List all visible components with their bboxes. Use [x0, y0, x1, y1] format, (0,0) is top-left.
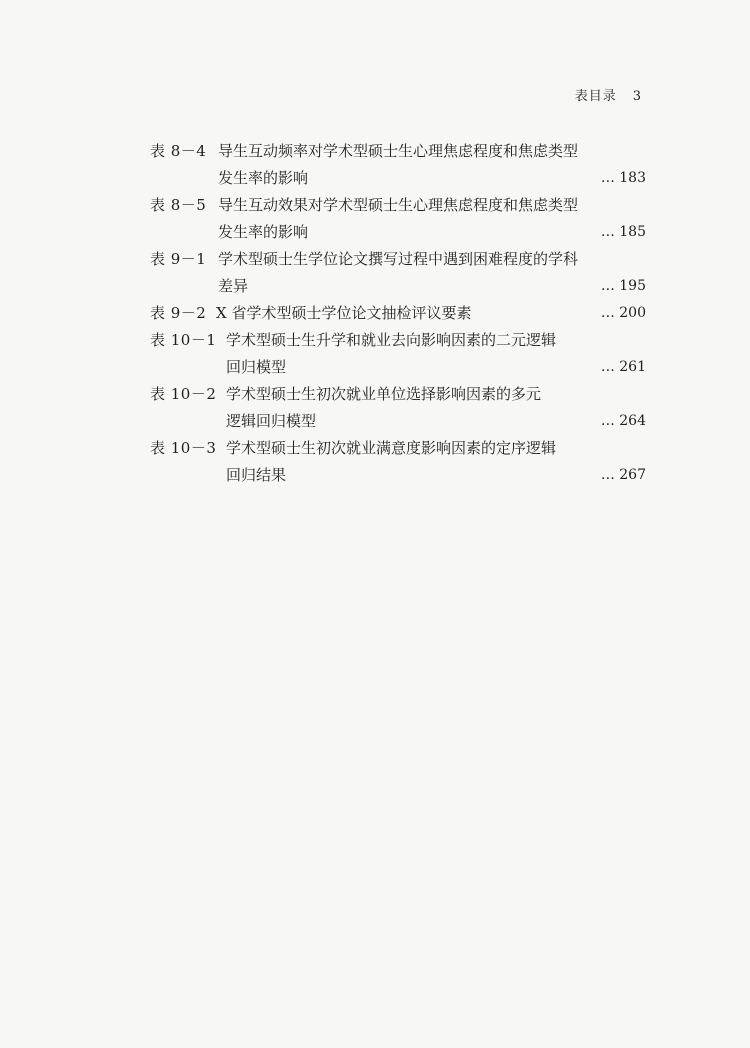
entry-title-line2: 发生率的影响: [218, 223, 309, 241]
entry-label: 表 9－1: [150, 250, 207, 268]
entry-page: … 264: [600, 413, 646, 429]
toc-entry[interactable]: [150, 246, 646, 300]
toc-entry[interactable]: [150, 138, 646, 192]
entry-title-line1: 学术型硕士生学位论文撰写过程中遇到困难程度的学科: [218, 250, 579, 268]
header-page-number: 3: [632, 89, 642, 104]
toc-entry[interactable]: [150, 192, 646, 246]
table-of-contents: [150, 138, 646, 489]
toc-entry[interactable]: [150, 381, 646, 435]
entry-title-line1: 学术型硕士生升学和就业去向影响因素的二元逻辑: [226, 331, 557, 349]
entry-label: 表 10－3: [150, 439, 217, 457]
toc-entry[interactable]: [150, 435, 646, 489]
entry-label: 表 10－2: [150, 385, 217, 403]
entry-label: 表 8－5: [150, 196, 207, 214]
entry-title-line1: X 省学术型硕士学位论文抽检评议要素: [216, 304, 472, 322]
entry-label: 表 8－4: [150, 142, 207, 160]
entry-page: … 261: [600, 359, 646, 375]
entry-label: 表 9－2: [150, 304, 207, 322]
toc-entry[interactable]: [150, 300, 646, 327]
entry-title-line2: 回归结果: [226, 466, 287, 484]
entry-page: … 267: [600, 467, 646, 483]
entry-title-line2: 回归模型: [226, 358, 287, 376]
entry-title-line2: 发生率的影响: [218, 169, 309, 187]
entry-page: … 185: [600, 224, 646, 240]
entry-title-line2: 逻辑回归模型: [226, 412, 317, 430]
entry-page: … 200: [600, 305, 646, 321]
entry-title-line2: 差异: [218, 277, 249, 295]
entry-title-line1: 导生互动频率对学术型硕士生心理焦虑程度和焦虑类型: [218, 142, 579, 160]
entry-title-line1: 导生互动效果对学术型硕士生心理焦虑程度和焦虑类型: [218, 196, 579, 214]
entry-page: … 195: [600, 278, 646, 294]
running-header: [575, 85, 642, 104]
header-title: 表目录: [574, 89, 617, 104]
entry-label: 表 10－1: [150, 331, 217, 349]
entry-title-line1: 学术型硕士生初次就业单位选择影响因素的多元: [226, 385, 542, 403]
entry-page: … 183: [600, 170, 646, 186]
entry-title-line1: 学术型硕士生初次就业满意度影响因素的定序逻辑: [226, 439, 557, 457]
toc-entry[interactable]: [150, 327, 646, 381]
